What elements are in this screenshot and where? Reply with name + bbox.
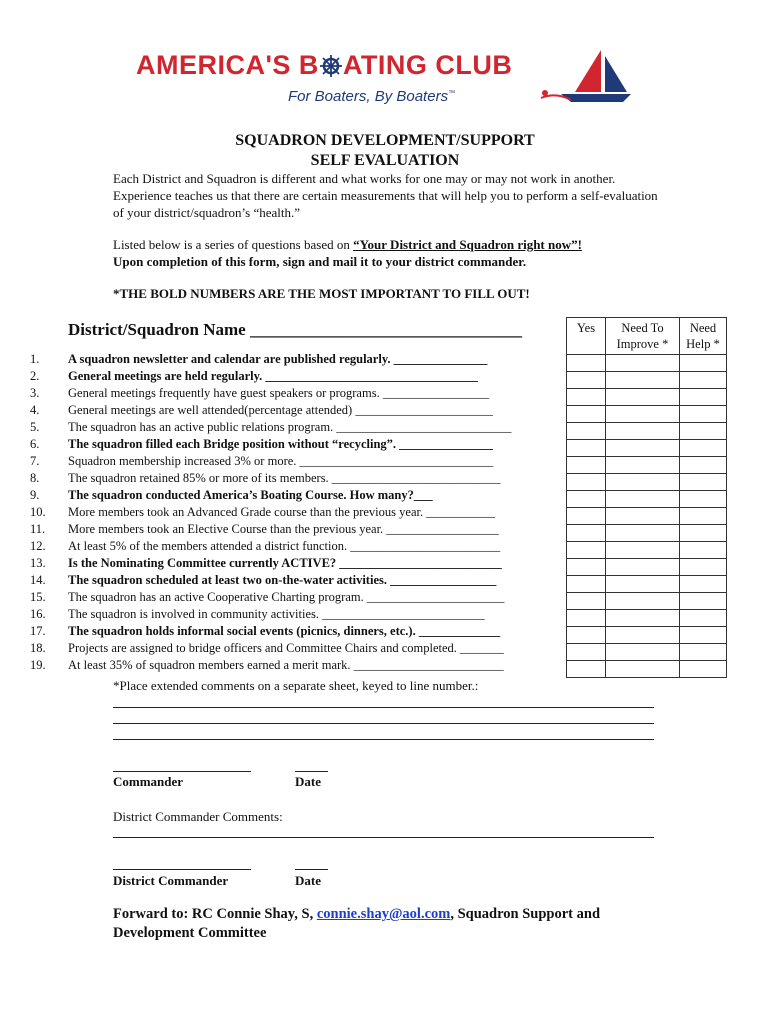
need-help-checkbox-cell[interactable] [680,627,727,644]
need-improve-checkbox-cell[interactable] [606,661,680,678]
grid-row [567,644,727,661]
grid-row [567,372,727,389]
need-improve-checkbox-cell[interactable] [606,423,680,440]
commander-label: Commander [113,774,184,789]
need-improve-checkbox-cell[interactable] [606,406,680,423]
comment-line-3[interactable] [113,739,654,740]
need-improve-checkbox-cell[interactable] [606,457,680,474]
need-help-checkbox-cell[interactable] [680,525,727,542]
yes-checkbox-cell[interactable] [567,423,606,440]
yes-checkbox-cell[interactable] [567,610,606,627]
question-text: The squadron retained 85% or more of its members. ___________________________ [68,471,501,485]
grid-row [567,440,727,457]
logo-wordmark [136,50,512,81]
grid-row [567,406,727,423]
logo-wordmark-part2: ATING CLUB [342,50,513,80]
need-improve-checkbox-cell[interactable] [606,576,680,593]
question-text: Squadron membership increased 3% or more. _______________________________ [68,454,494,468]
yes-checkbox-cell[interactable] [567,576,606,593]
need-help-checkbox-cell[interactable] [680,457,727,474]
district-commander-date-line[interactable] [295,869,328,870]
need-improve-checkbox-cell[interactable] [606,610,680,627]
need-improve-checkbox-cell[interactable] [606,440,680,457]
district-squadron-name-field[interactable]: District/Squadron Name ________________________________ [68,320,522,339]
grid-row [567,627,727,644]
question-item[interactable] [30,590,505,607]
question-text: The squadron scheduled at least two on-the-water activities. _________________ [68,573,497,587]
yes-checkbox-cell[interactable] [567,355,606,372]
need-improve-checkbox-cell[interactable] [606,355,680,372]
question-item[interactable] [30,420,512,437]
yes-checkbox-cell[interactable] [567,661,606,678]
question-text: General meetings frequently have guest speakers or programs. _________________ [68,386,490,400]
question-item[interactable] [30,573,497,590]
question-item[interactable] [30,352,488,369]
upon-completion-text: Upon completion of this form, sign and mail it to your district commander. [113,254,527,269]
need-help-checkbox-cell[interactable] [680,389,727,406]
question-number: 10. [30,505,46,519]
yes-checkbox-cell[interactable] [567,440,606,457]
dc-comments-label: District Commander Comments: [113,809,283,824]
question-number: 9. [30,488,40,502]
question-text: At least 5% of the members attended a district function. ________________________ [68,539,501,553]
question-text: The squadron holds informal social events (picnics, dinners, etc.). _____________ [68,624,501,638]
question-item[interactable] [30,607,485,624]
need-help-checkbox-cell[interactable] [680,559,727,576]
grid-header-yes: Yes [567,318,606,355]
forward-instructions: Forward to: RC Connie Shay, S, connie.shay@aol.com, Squadron Support and Development Committee [113,906,601,941]
grid-row [567,423,727,440]
question-item[interactable] [30,403,493,420]
question-text: Projects are assigned to bridge officers and Committee Chairs and completed. _______ [68,641,504,655]
yes-checkbox-cell[interactable] [567,644,606,661]
question-item[interactable] [30,522,499,539]
question-number: 6. [30,437,40,451]
question-number: 18. [30,641,46,655]
question-number: 14. [30,573,46,587]
comment-line-2[interactable] [113,723,654,724]
question-number: 2. [30,369,40,383]
need-help-checkbox-cell[interactable] [680,372,727,389]
question-number: 5. [30,420,40,434]
question-number: 17. [30,624,46,638]
grid-header-need-help: Need Help * [680,318,727,355]
question-text: The squadron conducted America’s Boating Course. How many?___ [68,488,433,502]
rating-grid [566,317,727,678]
need-help-checkbox-cell[interactable] [680,423,727,440]
district-commander-label: District Commander [113,873,229,888]
question-item[interactable] [30,539,501,556]
yes-checkbox-cell[interactable] [567,542,606,559]
question-text: The squadron has an active public relations program. ____________________________ [68,420,512,434]
need-improve-checkbox-cell[interactable] [606,372,680,389]
grid-row [567,610,727,627]
logo-wordmark-part1: AMERICA'S B [136,50,319,80]
brand-logo [136,48,636,110]
yes-checkbox-cell[interactable] [567,627,606,644]
yes-checkbox-cell[interactable] [567,406,606,423]
grid-header-need-improve: Need To Improve * [606,318,680,355]
question-number: 12. [30,539,46,553]
grid-row [567,508,727,525]
need-improve-checkbox-cell[interactable] [606,508,680,525]
commander-signature-line[interactable] [113,771,251,772]
question-text: More members took an Elective Course than the previous year. __________________ [68,522,499,536]
question-text: A squadron newsletter and calendar are published regularly. _______________ [68,352,488,366]
question-number: 4. [30,403,40,417]
question-number: 3. [30,386,40,400]
question-text: The squadron is involved in community activities. __________________________ [68,607,485,621]
need-improve-checkbox-cell[interactable] [606,627,680,644]
need-improve-checkbox-cell[interactable] [606,559,680,576]
need-help-checkbox-cell[interactable] [680,491,727,508]
bold-note: *THE BOLD NUMBERS ARE THE MOST IMPORTANT TO FILL OUT! [113,286,530,301]
logo-tagline: For Boaters, By Boaters™ [288,88,456,105]
yes-checkbox-cell[interactable] [567,474,606,491]
commander-date-line[interactable] [295,771,328,772]
grid-row [567,389,727,406]
commander-date-label: Date [295,774,321,789]
question-text: The squadron has an active Cooperative Charting program. ______________________ [68,590,505,604]
question-item[interactable] [30,488,433,505]
question-number: 8. [30,471,40,485]
grid-row [567,576,727,593]
grid-row [567,525,727,542]
dc-comment-line[interactable] [113,837,654,838]
question-number: 1. [30,352,40,366]
question-number: 11. [30,522,46,536]
doc-title-line1: SQUADRON DEVELOPMENT/SUPPORT [235,132,535,149]
need-improve-checkbox-cell[interactable] [606,644,680,661]
need-help-checkbox-cell[interactable] [680,576,727,593]
question-text: More members took an Advanced Grade course than the previous year. ___________ [68,505,495,519]
district-commander-date-label: Date [295,873,321,888]
comments-note: *Place extended comments on a separate sheet, keyed to line number.: [113,678,479,693]
need-help-checkbox-cell[interactable] [680,644,727,661]
question-text: The squadron filled each Bridge position without “recycling”. _______________ [68,437,493,451]
district-commander-signature-line[interactable] [113,869,251,870]
yes-checkbox-cell[interactable] [567,593,606,610]
need-help-checkbox-cell[interactable] [680,542,727,559]
need-help-checkbox-cell[interactable] [680,508,727,525]
grid-row [567,491,727,508]
need-improve-checkbox-cell[interactable] [606,525,680,542]
grid-row [567,593,727,610]
grid-row [567,355,727,372]
question-item[interactable] [30,437,493,454]
yes-checkbox-cell[interactable] [567,491,606,508]
listed-emphasis: “Your District and Squadron right now”! [353,237,582,252]
need-improve-checkbox-cell[interactable] [606,593,680,610]
yes-checkbox-cell[interactable] [567,559,606,576]
question-text: General meetings are well attended(percentage attended) ______________________ [68,403,493,417]
question-item[interactable] [30,386,490,403]
yes-checkbox-cell[interactable] [567,389,606,406]
grid-row [567,474,727,491]
question-number: 15. [30,590,46,604]
need-help-checkbox-cell[interactable] [680,661,727,678]
yes-checkbox-cell[interactable] [567,508,606,525]
grid-header-row [567,318,727,355]
yes-checkbox-cell[interactable] [567,457,606,474]
question-item[interactable] [30,624,501,641]
question-item[interactable] [30,556,502,573]
question-text: At least 35% of squadron members earned a merit mark. ________________________ [68,658,504,672]
question-number: 19. [30,658,46,672]
grid-row [567,559,727,576]
need-help-checkbox-cell[interactable] [680,440,727,457]
question-number: 16. [30,607,46,621]
question-number: 13. [30,556,46,570]
need-improve-checkbox-cell[interactable] [606,542,680,559]
need-improve-checkbox-cell[interactable] [606,491,680,508]
question-text: General meetings are held regularly. __________________________________ [68,369,478,383]
need-help-checkbox-cell[interactable] [680,593,727,610]
yes-checkbox-cell[interactable] [567,372,606,389]
need-help-checkbox-cell[interactable] [680,355,727,372]
question-item[interactable] [30,641,504,658]
need-help-checkbox-cell[interactable] [680,474,727,491]
sailboat-icon [531,48,636,108]
intro-paragraph: Each District and Squadron is different and what works for one may or may not work in another. Experience teaches us that there are certain measurements that will help you to perform a self-evaluation of your district/squadron’s “health.” [113,171,658,220]
need-improve-checkbox-cell[interactable] [606,389,680,406]
grid-row [567,457,727,474]
need-improve-checkbox-cell[interactable] [606,474,680,491]
question-text: Is the Nominating Committee currently ACTIVE? __________________________ [68,556,502,570]
question-item[interactable] [30,658,504,675]
grid-row [567,542,727,559]
listed-paragraph: Listed below is a series of questions based on “Your District and Squadron right now”! Upon completion of this form, sign and mail it to your district commander. [113,237,582,269]
ship-wheel-icon [320,55,342,77]
question-item[interactable] [30,505,495,522]
question-item[interactable] [30,369,478,386]
email-link[interactable]: connie.shay@aol.com [316,906,451,922]
comment-line-1[interactable] [113,707,654,708]
yes-checkbox-cell[interactable] [567,525,606,542]
need-help-checkbox-cell[interactable] [680,610,727,627]
question-number: 7. [30,454,40,468]
question-item[interactable] [30,471,501,488]
doc-title-line2: SELF EVALUATION [310,152,460,169]
need-help-checkbox-cell[interactable] [680,406,727,423]
question-item[interactable] [30,454,494,471]
grid-row [567,661,727,678]
